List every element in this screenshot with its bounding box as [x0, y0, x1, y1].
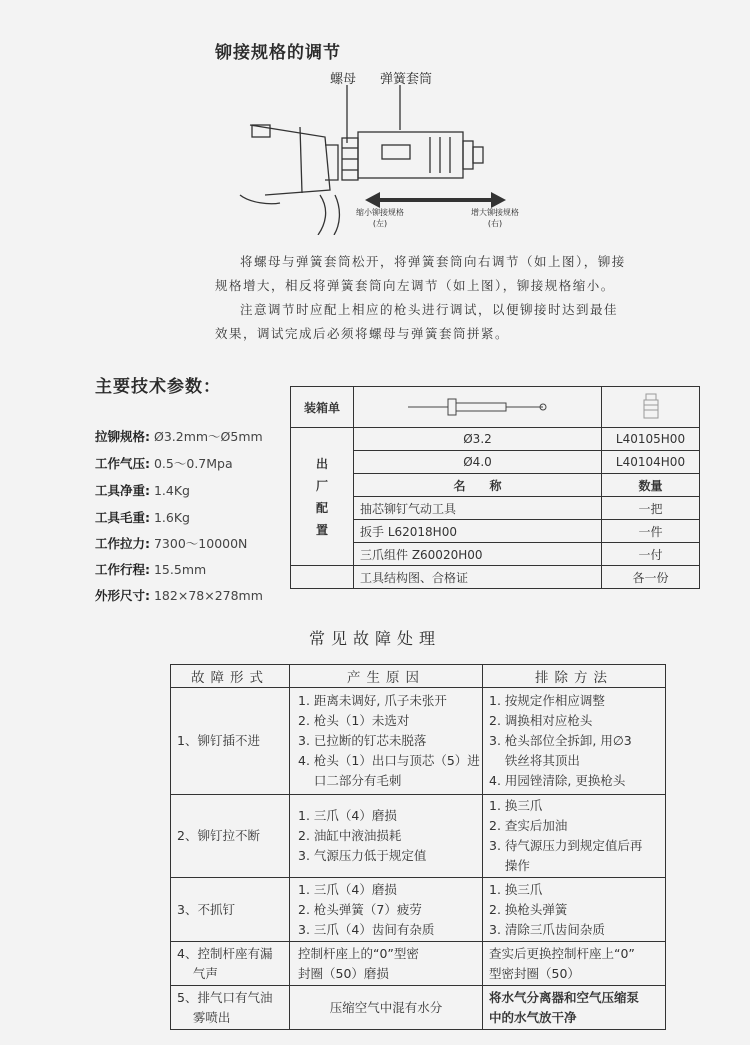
fault-fix: [483, 942, 666, 986]
text-line: 3. 待气源压力到规定值后再: [489, 838, 643, 853]
spec-key: 工作行程:: [95, 562, 150, 577]
text-line: 3、不抓钉: [177, 901, 235, 917]
factory-label-char: 厂: [315, 478, 328, 493]
fault-row: [171, 688, 666, 795]
text-line: 5、排气口有气油: [177, 989, 273, 1005]
text-line: 口二部分有毛刺: [298, 773, 402, 788]
spec-value: Ø3.2mm～Ø5mm: [153, 429, 263, 444]
item-qty: 一件: [602, 520, 700, 543]
arrow-left-caption: [345, 207, 415, 229]
fault-row: [171, 795, 666, 878]
fault-form: [171, 688, 290, 795]
text-line: 3. 已拉断的钉芯未脱落: [298, 733, 427, 748]
text-line: 控制杆座上的“0”型密: [298, 945, 419, 961]
packing-header-row: [291, 387, 700, 428]
rivet-code: L40105H00: [602, 428, 700, 451]
text-line: 1. 三爪（4）磨损: [298, 881, 397, 897]
para-line: 注意调节时应配上相应的枪头进行调试，以便铆接时达到最佳: [240, 302, 619, 317]
text-line: 查实后更换控制杆座上“0”: [489, 945, 635, 961]
spec-key: 工具毛重:: [95, 510, 150, 525]
spec-row: [95, 481, 190, 499]
rivet-size: Ø4.0: [354, 451, 602, 474]
fault-fix: [483, 688, 666, 795]
spec-value: 1.4Kg: [153, 483, 190, 498]
fault-cause: [290, 688, 483, 795]
para-line: 效果，调试完成后必须将螺母与弹簧套筒拼紧。: [215, 326, 510, 341]
arrow-right-caption-2: (右): [487, 219, 503, 228]
spec-row: [95, 508, 190, 526]
spec-value: 7300～10000N: [153, 536, 248, 551]
fault-row: [171, 878, 666, 942]
text-line: 4、控制杆座有漏: [177, 945, 273, 961]
fault-fix: [483, 878, 666, 942]
spec-key: 工作拉力:: [95, 536, 150, 551]
text-line: 2. 换枪头弹簧: [489, 901, 568, 917]
rivet-size: Ø3.2: [354, 428, 602, 451]
item-name: 三爪组件 Z60020H00: [354, 543, 602, 566]
item-qty: 一把: [602, 497, 700, 520]
arrow-right-caption-1: 增大铆接规格: [471, 208, 519, 217]
text-line: 气声: [177, 965, 218, 981]
text-line: 2. 调换相对应枪头: [489, 713, 593, 728]
rivet-illustration-cell: [354, 387, 602, 428]
fault-header-row: [171, 665, 666, 688]
adjust-title: 铆接规格的调节: [215, 43, 341, 63]
factory-label-char: 置: [315, 522, 328, 537]
text-line: 1、铆钉插不进: [177, 733, 260, 748]
text-line: 3. 枪头部位全拆卸, 用∅3: [489, 733, 632, 748]
spec-row: [95, 534, 247, 552]
fault-cause: [290, 878, 483, 942]
fault-cause: [290, 942, 483, 986]
packing-row: [291, 428, 700, 451]
text-line: 1. 距离未调好, 爪子未张开: [298, 693, 447, 708]
spec-row: [95, 560, 206, 578]
faults-title: 常见故障处理: [308, 629, 441, 648]
nosepiece-icon: [641, 392, 661, 422]
text-line: 铁丝将其顶出: [489, 753, 580, 768]
fault-form: [171, 986, 290, 1030]
text-line: 3. 气源压力低于规定值: [298, 848, 427, 863]
text-line: 型密封圈（50）: [489, 965, 580, 981]
text-line: 2. 枪头（1）未选对: [298, 713, 410, 728]
rivet-icon: [403, 397, 553, 417]
packing-blank-cell: [291, 566, 354, 589]
fault-form: [171, 942, 290, 986]
item-name: 抽芯铆钉气动工具: [354, 497, 602, 520]
fault-form: [171, 795, 290, 878]
text-line: 操作: [489, 858, 530, 873]
spec-key: 工作气压:: [95, 456, 150, 471]
text-line: 雾喷出: [177, 1009, 231, 1025]
factory-label-char: 出: [315, 456, 328, 471]
header-cause: 产生原因: [290, 665, 483, 688]
spec-value: 1.6Kg: [153, 510, 190, 525]
packing-table: [290, 386, 700, 589]
spec-key: 外形尺寸:: [95, 588, 150, 603]
text-line: 将水气分离器和空气压缩泵: [489, 989, 640, 1005]
spec-row: [95, 454, 233, 472]
text-line: 2. 查实后加油: [489, 818, 568, 833]
specs-title: 主要技术参数：: [95, 377, 221, 397]
text-line: 3. 三爪（4）齿间有杂质: [298, 921, 435, 937]
arrow-left-caption-1: 缩小铆接规格: [356, 208, 404, 217]
factory-label-char: 配: [315, 500, 328, 515]
factory-config-label: [291, 428, 354, 566]
col-qty-header: 数量: [602, 474, 700, 497]
text-line: 3. 清除三爪齿间杂质: [489, 921, 605, 937]
para-line: 规格增大，相反将弹簧套筒向左调节（如上图），铆接规格缩小。: [215, 278, 615, 293]
label-nut: 螺母: [330, 72, 357, 87]
fault-row: [171, 942, 666, 986]
item-name: 扳手 L62018H00: [354, 520, 602, 543]
fault-cause: [290, 986, 483, 1030]
spec-row: [95, 586, 263, 604]
text-line: 4. 用园锉清除, 更换枪头: [489, 773, 626, 788]
text-line: 1. 按规定作相应调整: [489, 693, 605, 708]
para-line: 将螺母与弹簧套筒松开，将弹簧套筒向右调节（如上图），铆接: [240, 254, 626, 269]
text-line: 1. 换三爪: [489, 881, 543, 897]
item-qty: 各一份: [602, 566, 700, 589]
adjust-paragraph: [215, 250, 655, 346]
arrow-left-caption-2: (左): [372, 219, 388, 228]
fault-form: [171, 878, 290, 942]
fault-fix: [483, 795, 666, 878]
fault-fix: [483, 986, 666, 1030]
spec-value: 15.5mm: [153, 562, 207, 577]
spec-value: 0.5～0.7Mpa: [153, 456, 233, 471]
nosepiece-illustration-cell: [602, 387, 700, 428]
text-line: 2. 枪头弹簧（7）疲劳: [298, 901, 422, 917]
text-line: 1. 三爪（4）磨损: [298, 808, 397, 823]
col-name-header: 名 称: [354, 474, 602, 497]
text-line: 压缩空气中混有水分: [329, 999, 443, 1015]
text-line: 中的水气放干净: [489, 1009, 577, 1025]
text-line: 2. 油缸中液油损耗: [298, 828, 402, 843]
rivet-code: L40104H00: [602, 451, 700, 474]
packing-header: 装箱单: [291, 387, 354, 428]
packing-row: [291, 566, 700, 589]
text-line: 2、铆钉拉不断: [177, 828, 260, 843]
text-line: 4. 枪头（1）出口与顶芯（5）进: [298, 753, 480, 768]
arrow-right-caption: [460, 207, 530, 229]
spec-key: 工具净重:: [95, 483, 150, 498]
item-qty: 一付: [602, 543, 700, 566]
spec-key: 拉铆规格:: [95, 429, 150, 444]
spec-row: [95, 427, 263, 445]
header-form: 故障形式: [171, 665, 290, 688]
header-fix: 排除方法: [483, 665, 666, 688]
fault-row: [171, 986, 666, 1030]
fault-cause: [290, 795, 483, 878]
item-name: 工具结构图、合格证: [354, 566, 602, 589]
text-line: 封圈（50）磨损: [298, 965, 389, 981]
spec-value: 182×78×278mm: [153, 588, 263, 603]
fault-table: [170, 664, 666, 1030]
text-line: 1. 换三爪: [489, 798, 543, 813]
label-spring-sleeve: 弹簧套筒: [380, 72, 433, 87]
